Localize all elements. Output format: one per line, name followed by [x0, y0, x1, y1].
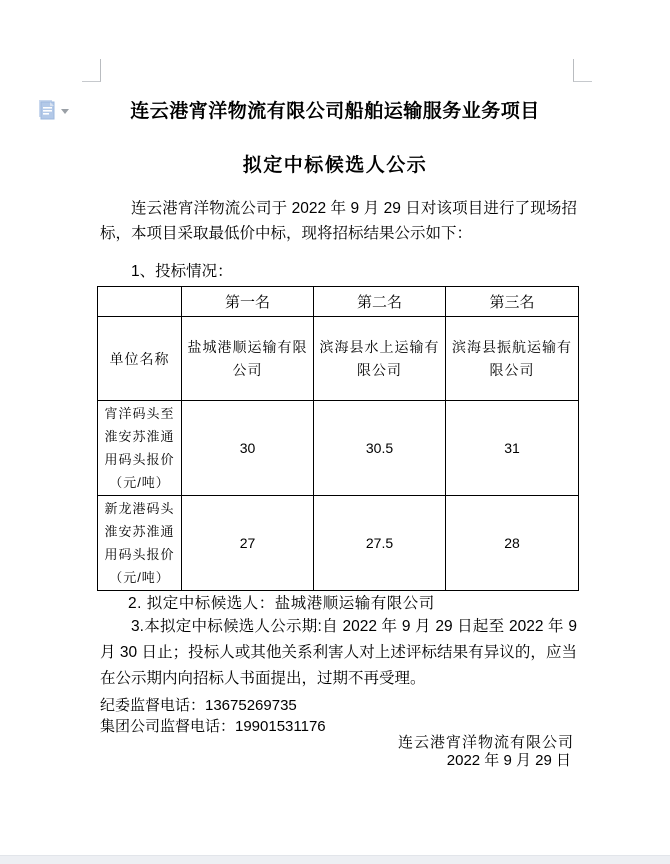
table-row-xiaoyang-price [98, 401, 579, 496]
section-3-paragraph: 3.本拟定中标候选人公示期:自 2022 年 9 月 29 日起至 2022 年 9 月 30 日止；投标人或其他关系利害人对上述评标结果有异议的，应当在公示期内向招标人书面提出，过期不再受理。 [100, 618, 577, 687]
section-2-text: 2. 拟定中标候选人：盐城港顺运输有限公司 [128, 595, 435, 612]
signature-company: 连云港宵洋物流有限公司 [397, 734, 574, 751]
price-cell: 27.5 [314, 496, 446, 591]
discipline-supervision-phone: 纪委监督电话：13675269735 [100, 697, 297, 714]
header-cell-second-place: 第二名 [314, 287, 446, 317]
signature-date: 2022 年 9 月 29 日 [446, 752, 571, 769]
bidder-name-cell: 盐城港顺运输有限公司 [182, 317, 314, 401]
intro-paragraph: 连云港宵洋物流公司于 2022 年 9 月 29 日对该项目进行了现场招标，本项目采取最低价中标，现将招标结果公示如下： [100, 200, 577, 242]
bid-results-table [97, 286, 579, 591]
price-cell: 30 [182, 401, 314, 496]
header-cell-third-place: 第三名 [446, 287, 579, 317]
header-cell-first-place: 第一名 [182, 287, 314, 317]
group-supervision-phone: 集团公司监督电话：19901531176 [100, 718, 326, 735]
table-row-unit-name [98, 317, 579, 401]
document-subtitle: 拟定中标候选人公示 [242, 155, 428, 176]
header-cell-blank [98, 287, 182, 317]
bidder-name-cell: 滨海县振航运输有限公司 [446, 317, 579, 401]
row-label-unit-name: 单位名称 [98, 317, 182, 401]
row-label-xiaoyang-price: 宵洋码头至淮安苏淮通用码头报价（元/吨） [98, 401, 182, 496]
table-row-xinlonggang-price [98, 496, 579, 591]
bidder-name-cell: 滨海县水上运输有限公司 [314, 317, 446, 401]
table-header-row [98, 287, 579, 317]
margin-corner-mark-top-right [573, 59, 592, 82]
row-label-xinlonggang-price: 新龙港码头淮安苏淮通用码头报价（元/吨） [98, 496, 182, 591]
price-cell: 31 [446, 401, 579, 496]
section-1-heading: 1、投标情况： [131, 263, 233, 280]
document-title: 连云港宵洋物流有限公司船舶运输服务业务项目 [130, 101, 540, 122]
price-cell: 28 [446, 496, 579, 591]
page-gap-divider [0, 855, 670, 864]
price-cell: 27 [182, 496, 314, 591]
price-cell: 30.5 [314, 401, 446, 496]
margin-corner-mark-top-left [82, 59, 101, 82]
